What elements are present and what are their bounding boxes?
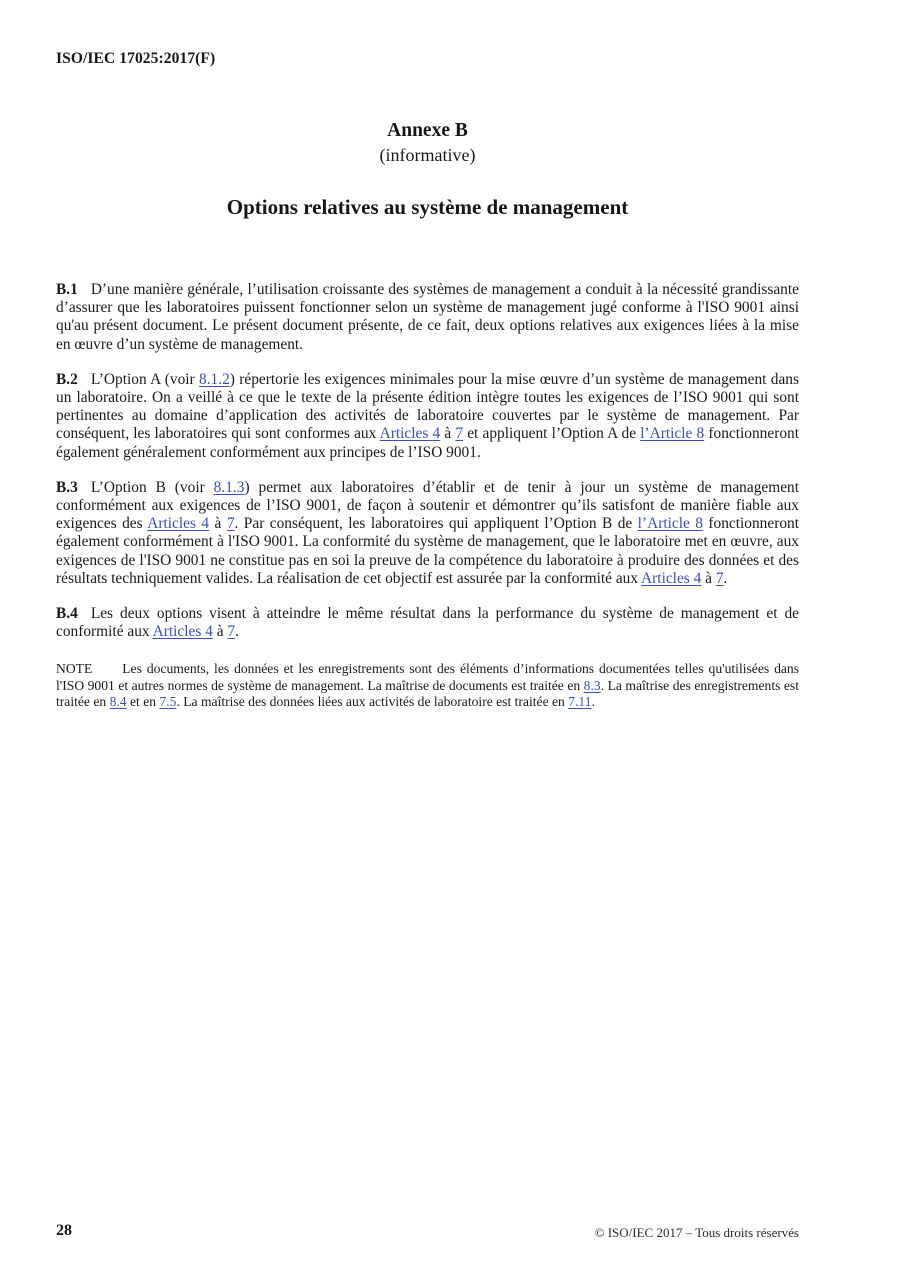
clause-b1 (56, 281, 799, 354)
clause-b2-number: B.2 (56, 370, 78, 388)
clause-b1-text: D’une manière générale, l’utilisation croissante des systèmes de management a conduit à la nécessité grandissante d’assurer que les laboratoires puissent fonctionner selon un système de management jugé conforme à l'ISO 9001 ainsi qu'au présent document. Le présent document présente, de ce fait, deux options relatives aux exigences liées à la mise en œuvre d’un système de management. (56, 281, 799, 353)
running-head: ISO/IEC 17025:2017(F) (56, 50, 216, 67)
note-text-3: et en (126, 694, 160, 710)
note-text-5: . (591, 694, 595, 710)
xref-articles-4[interactable]: Articles 4 (147, 515, 210, 533)
xref-8-3[interactable]: 8.3 (583, 677, 601, 693)
page-footer (56, 1222, 799, 1244)
xref-7-11[interactable]: 7.11 (568, 694, 592, 710)
xref-articles-4[interactable]: Articles 4 (641, 569, 702, 587)
clause-b2-text-4: et appliquent l’Option A de (463, 425, 641, 443)
clause-b3-text-7: . (723, 569, 728, 587)
page-number: 28 (56, 1222, 72, 1239)
clause-b3-number: B.3 (56, 478, 78, 496)
xref-7[interactable]: 7 (715, 569, 724, 587)
annex-kind: (informative) (379, 145, 476, 165)
xref-7[interactable]: 7 (455, 425, 464, 443)
xref-8-1-3[interactable]: 8.1.3 (213, 478, 245, 496)
annex-title: Options relatives au système de management (226, 195, 629, 219)
clause-b4-text-3: . (235, 623, 239, 641)
xref-articles-4[interactable]: Articles 4 (379, 425, 441, 443)
clause-b2-text-1: L’Option A (voir (90, 370, 200, 388)
page-content (56, 118, 799, 711)
xref-article-8[interactable]: l’Article 8 (637, 515, 703, 533)
clause-b3-text-1: L’Option B (voir (90, 478, 214, 496)
clause-b4-number: B.4 (56, 605, 78, 623)
clause-b4-text-2: à (212, 623, 228, 641)
note-label: NOTE (56, 661, 93, 677)
clause-b3-text-2: ) permet aux laboratoires d’établir et de tenir à jour un système de management conformément aux exigences de l’ISO 9001, de façon à soutenir et démontrer qu’ils satisfont de manière fiable aux exigences des (56, 478, 799, 533)
clause-b2-text-2: ) répertorie les exigences minimales pour la mise œuvre d’un système de management dans un laboratoire. On a veillé à ce que le texte de la présente édition intègre toutes les exigences de l’ISO 9001 qui sont pertinentes au domaine d’application des activités de laboratoire couvertes par le système de management. Par conséquent, les laboratoires qui sont conformes aux (56, 370, 799, 443)
clause-b3-text-4: . Par conséquent, les laboratoires qui appliquent l’Option B de (234, 515, 638, 533)
note-text-2: . La maîtrise des enregistrements est traitée en (56, 677, 799, 710)
xref-article-8[interactable]: l’Article 8 (640, 425, 705, 443)
xref-7[interactable]: 7 (226, 515, 235, 533)
xref-7-5[interactable]: 7.5 (159, 694, 177, 710)
clause-b3-text-6: à (701, 569, 716, 587)
xref-articles-4[interactable]: Articles 4 (152, 623, 213, 641)
clause-b3-text-5: fonctionneront également conformément à l'ISO 9001. La conformité du système de management, que le laboratoire met en œuvre, aux exigences de l'ISO 9001 ne constitue pas en soi la preuve de la compétence du laboratoire à produire des données et des résultats techniquement valides. La réalisation de cet objectif est assurée par la conformité aux (56, 515, 799, 587)
copyright-notice: © ISO/IEC 2017 – Tous droits réservés (594, 1225, 799, 1240)
note-paragraph (56, 661, 799, 710)
clause-b4 (56, 605, 799, 641)
xref-8-4[interactable]: 8.4 (109, 694, 127, 710)
note-text-1: Les documents, les données et les enregistrements sont des éléments d’informations documentées telles qu'utilisées dans l'ISO 9001 et autres normes de système de management. La maîtrise de documents est traitée en (56, 661, 799, 693)
xref-7[interactable]: 7 (227, 623, 236, 641)
annex-label: Annexe B (387, 120, 468, 141)
clause-b2-text-3: à (440, 425, 456, 443)
clause-b2 (56, 371, 799, 462)
clause-b3 (56, 479, 799, 588)
clause-b4-text-1: Les deux options visent à atteindre le même résultat dans la performance du système de management et de conformité aux (56, 605, 799, 641)
clause-b2-text-5: fonctionneront également généralement conformément aux principes de l’ISO 9001. (56, 425, 799, 461)
note-text-4: . La maîtrise des données liées aux activités de laboratoire est traitée en (176, 694, 569, 710)
clause-b1-number: B.1 (56, 281, 78, 298)
clause-b3-text-3: à (209, 515, 227, 533)
xref-8-1-2[interactable]: 8.1.2 (199, 370, 230, 388)
body-text (56, 281, 799, 711)
